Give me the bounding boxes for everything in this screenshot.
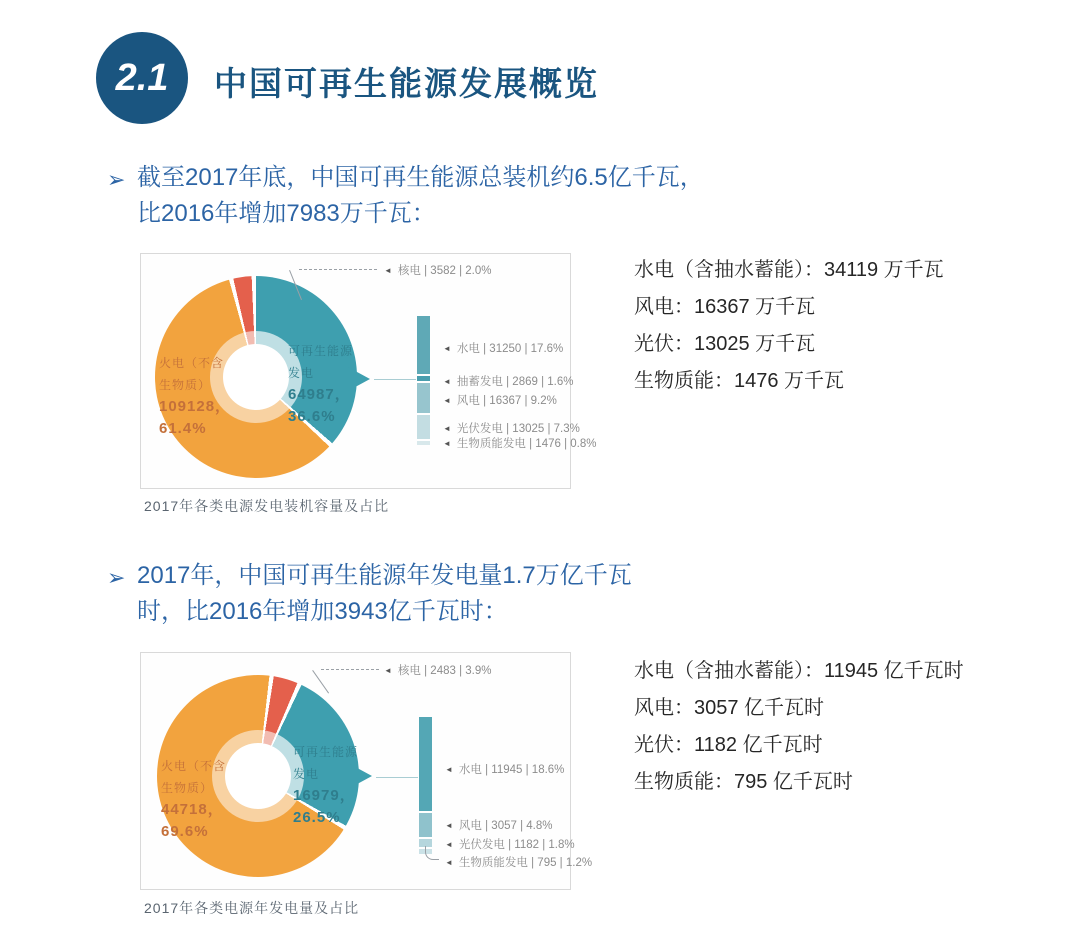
page-title: 中国可再生能源发展概览 (214, 65, 599, 102)
installed-capacity-chart (140, 253, 597, 489)
bar-segment-hydro (419, 717, 432, 811)
chart-caption: 2017年各类电源年发电量及占比 (144, 900, 360, 916)
summary-line-wind: 风电：16367 万千瓦 (634, 296, 816, 318)
label-line: 火电（不含 (159, 356, 225, 370)
label-percent: 61.4% (159, 420, 207, 437)
label-text: 水电 | 31250 | 17.6% (456, 343, 564, 355)
label-text: 抽蓄发电 | 2869 | 1.6% (456, 376, 574, 388)
leader-line (376, 777, 418, 778)
label-text: 生物质能发电 | 795 | 1.2% (458, 857, 593, 869)
label-value: 109128， (159, 398, 232, 415)
label-text: 核电 | 2483 | 3.9% (397, 665, 492, 677)
triangle-left-icon: ◄ (445, 839, 453, 849)
label-text: 风电 | 16367 | 9.2% (456, 395, 557, 407)
bullet-arrow-icon: ➢ (107, 565, 126, 590)
bullet-line: 2017年，中国可再生能源年发电量1.7万亿千瓦 (137, 562, 632, 589)
generation-summary (634, 653, 964, 801)
triangle-left-icon: ◄ (443, 376, 451, 386)
label-line: 火电（不含 (161, 759, 227, 773)
leader-line (374, 379, 416, 380)
label-percent: 26.5% (293, 809, 341, 826)
bullet-line: 截至2017年底，中国可再生能源总装机约6.5亿千瓦， (137, 164, 704, 191)
summary-line-solar: 光伏：13025 万千瓦 (634, 333, 816, 355)
summary-line-solar: 光伏：1182 亿千瓦时 (634, 734, 823, 756)
label-line: 生物质） (161, 781, 214, 795)
label-text: 光伏发电 | 13025 | 7.3% (456, 423, 580, 435)
label-line: 生物质） (159, 378, 212, 392)
summary-line-hydro: 水电（含抽水蓄能）：34119 万千瓦 (634, 259, 944, 281)
triangle-left-icon: ◄ (445, 820, 453, 830)
donut-center (223, 344, 289, 410)
label-value: 64987， (288, 386, 351, 403)
bar-label-solar (443, 420, 580, 436)
label-text: 光伏发电 | 1182 | 1.8% (458, 839, 575, 851)
label-text: 水电 | 11945 | 18.6% (458, 764, 565, 776)
bar-label-hydro (445, 761, 564, 777)
leader-line (299, 269, 377, 270)
leader-line (321, 669, 379, 670)
nuclear-label (384, 262, 491, 278)
label-text: 核电 | 3582 | 2.0% (397, 265, 492, 277)
triangle-left-icon: ◄ (384, 265, 392, 275)
label-percent: 36.6% (288, 408, 336, 425)
bar-segment-bio (417, 441, 430, 445)
renewable-slice-label (293, 741, 358, 829)
renewable-breakdown-bar (419, 717, 432, 854)
summary-line-bio: 生物质能：795 亿千瓦时 (634, 771, 853, 793)
bar-label-bio (445, 854, 592, 870)
bullet-line: 时，比2016年增加3943亿千瓦时： (137, 598, 508, 625)
summary-line-hydro: 水电（含抽水蓄能）：11945 亿千瓦时 (634, 660, 964, 682)
triangle-left-icon: ◄ (443, 343, 451, 353)
bar-label-pumped (443, 373, 573, 389)
bullet-arrow-icon: ➢ (107, 167, 126, 192)
label-value: 44718， (161, 801, 224, 818)
chart-caption: 2017年各类电源发电装机容量及占比 (144, 498, 390, 514)
triangle-left-icon: ◄ (445, 764, 453, 774)
bar-segment-wind (419, 813, 432, 837)
bar-label-wind (445, 817, 552, 833)
donut-center (225, 743, 291, 809)
bullet-generation (107, 558, 632, 630)
bullet-line: 比2016年增加7983万千瓦： (137, 200, 436, 227)
bar-label-bio (443, 435, 596, 451)
bar-label-hydro (443, 340, 563, 356)
label-line: 发电 (288, 366, 315, 380)
leader-line (312, 670, 329, 694)
bar-label-solar (445, 836, 575, 852)
triangle-left-icon: ◄ (384, 665, 392, 675)
label-line: 可再生能源 (293, 745, 359, 759)
section-number-badge: 2.1 (96, 32, 188, 124)
summary-line-bio: 生物质能：1476 万千瓦 (634, 370, 845, 392)
bar-segment-wind (417, 383, 430, 413)
summary-line-wind: 风电：3057 亿千瓦时 (634, 697, 825, 719)
thermal-slice-label (161, 755, 226, 843)
label-text: 生物质能发电 | 1476 | 0.8% (456, 438, 597, 450)
renewable-slice-label (288, 340, 353, 428)
label-value: 16979， (293, 787, 356, 804)
renewable-breakdown-bar (417, 316, 430, 445)
triangle-left-icon: ◄ (445, 857, 453, 867)
nuclear-label (384, 662, 491, 678)
label-line: 发电 (293, 767, 320, 781)
bullet-text (137, 558, 632, 630)
bar-segment-solar (417, 415, 430, 439)
triangle-left-icon: ◄ (443, 395, 451, 405)
label-percent: 69.6% (161, 823, 209, 840)
bullet-text (137, 160, 704, 232)
label-text: 风电 | 3057 | 4.8% (458, 820, 553, 832)
generation-chart (140, 652, 593, 890)
thermal-slice-label (159, 352, 231, 440)
capacity-summary (634, 252, 944, 400)
leader-line (425, 846, 439, 860)
label-line: 可再生能源 (288, 344, 354, 358)
bullet-installed-capacity (107, 160, 704, 232)
bar-segment-hydro (417, 316, 430, 374)
triangle-left-icon: ◄ (443, 438, 451, 448)
triangle-left-icon: ◄ (443, 423, 451, 433)
bar-label-wind (443, 392, 557, 408)
